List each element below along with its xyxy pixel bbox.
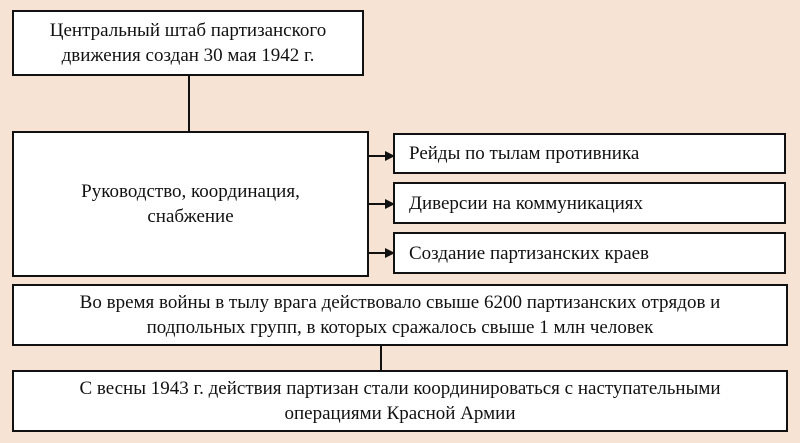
branch-sabotage-box — [393, 182, 786, 224]
coordination-line-1: С весны 1943 г. действия партизан стали координироваться с наступательными — [79, 378, 721, 399]
branch-regions-label: Создание партизанских краев — [409, 242, 650, 264]
connector-top-main — [188, 76, 190, 131]
partisan-numbers-box — [12, 284, 788, 346]
leadership-line-2: снабжение — [147, 206, 234, 227]
branch-sabotage-label: Диверсии на коммуникациях — [409, 192, 644, 214]
connector-fact-bottom — [380, 346, 382, 370]
branch-raids-box — [393, 133, 786, 174]
headquarters-box — [12, 10, 364, 76]
leadership-line-1: Руководство, координация, — [81, 181, 300, 202]
branch-raids-label: Рейды по тылам противника — [409, 143, 640, 164]
coordination-box — [12, 370, 788, 432]
headquarters-line-1: Центральный штаб партизанского — [49, 20, 327, 41]
coordination-line-2: операциями Красной Армии — [284, 403, 516, 424]
partisan-numbers-line-1: Во время войны в тылу врага действовало свыше 6200 партизанских отрядов и — [79, 292, 721, 313]
headquarters-line-2: движения создан 30 мая 1942 г. — [61, 45, 315, 66]
branch-regions-box — [393, 232, 786, 274]
leadership-box — [12, 131, 369, 277]
partisan-numbers-line-2: подпольных групп, в которых сражалось свыше 1 млн человек — [146, 317, 654, 338]
